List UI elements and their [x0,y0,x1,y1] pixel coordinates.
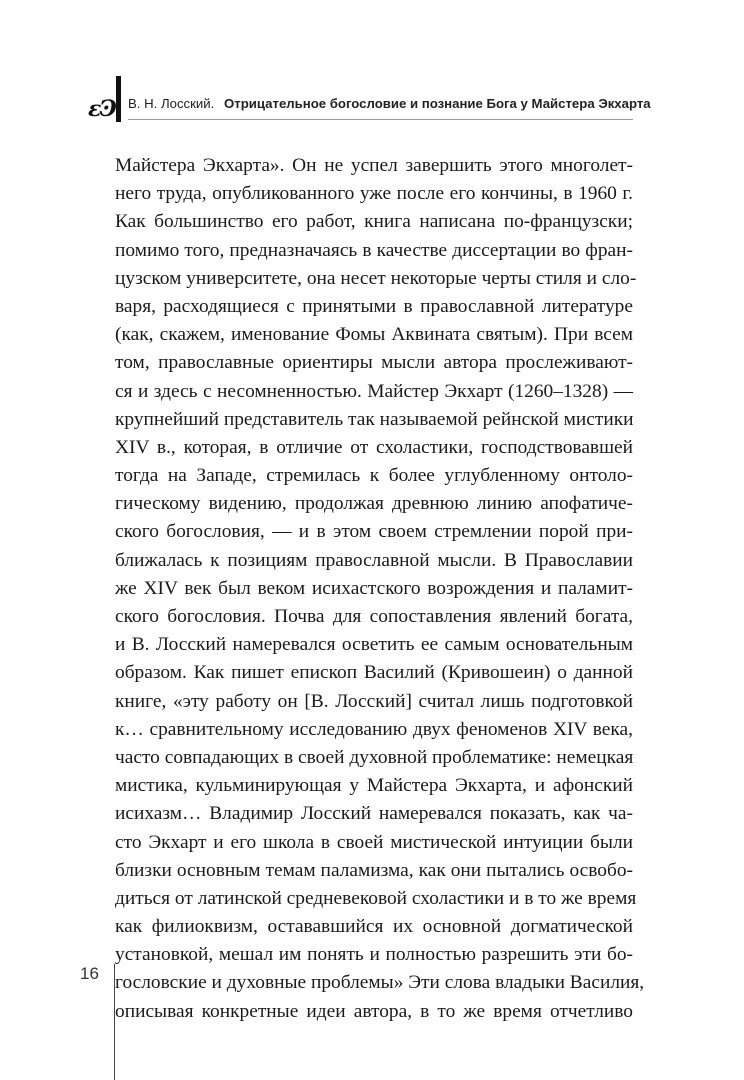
text-line: ского богословия. Почва для сопоставления явлений богата, [115,606,633,627]
text-line: к… сравнительному исследованию двух феноменов XIV века, [115,718,633,740]
text-line: том, православные ориентиры мысли автора прослеживают- [115,352,633,374]
text-line: ского богословия, — и в этом своем стремлении порой при- [115,521,633,543]
text-line: Как большинство его работ, книга написана по-французски; [115,211,633,233]
text-line: варя, расходящиеся с принятыми в православной литературе [115,295,633,317]
text-line: него труда, опубликованного уже после его кончины, в 1960 г. [115,183,633,205]
running-head-text [128,97,651,110]
running-head-title: Отрицательное богословие и познание Бога у Майстера Экхарта [224,96,651,111]
text-line: часто совпадающих в своей духовной проблематике: немецкая [115,746,634,768]
text-line: крупнейший представитель так называемой рейнской мистики [115,408,634,430]
text-line: близки основным темам паламизма, как они пытались освобо- [115,859,633,881]
text-line: XIV в., которая, в отличие от схоластики, господствовавшей [115,436,633,458]
text-line: Майстера Экхарта». Он не успел завершить этого многолет- [115,155,633,176]
text-line: гическому видению, продолжая древнюю линию апофатиче- [115,493,633,515]
margin-rule [114,964,115,1080]
text-line: (как, скажем, именование Фомы Аквината святым). При всем [115,324,633,346]
body-text [115,152,645,1026]
text-line: мистика, кульминирующая у Майстера Экхарта, и афонский [115,775,633,797]
text-line: диться от латинской средневековой схоластики и в то же время [115,887,637,909]
text-line: как филиоквизм, остававшийся их основной догматической [115,916,633,938]
text-line: книге, «эту работу он [В. Лосский] считал лишь подготовкой [115,690,633,712]
text-line: гословские и духовные проблемы» Эти слова владыки Василия, [115,972,645,994]
text-line: же XIV век был веком исихастского возрождения и паламит- [115,577,633,599]
text-line: ся и здесь с несомненностью. Майстер Экхарт (1260–1328) — [115,380,633,402]
header-rule [128,119,633,120]
text-line: цузском университете, она несет некоторые черты стиля и сло- [115,267,637,289]
text-line: помимо того, предназначаясь в качестве диссертации во фран- [115,239,633,261]
text-line: установкой, мешал им понять и полностью разрешить эти бо- [115,944,633,966]
page-number: 16 [80,964,99,983]
running-head [88,76,651,122]
text-line: ближалась к позициям православной мысли. В Православии [115,549,633,571]
running-head-author: В. Н. Лосский. [128,96,215,111]
text-line: исихазм… Владимир Лосский намеревался показать, как ча- [115,803,633,825]
text-line: образом. Как пишет епископ Василий (Кривошеин) о данной [115,662,633,684]
text-line: тогда на Западе, стремилась к более углубленному онтоло- [115,465,633,487]
text-line: и В. Лосский намеревался осветить ее самым основательным [115,634,633,656]
ornament-icon: ɛϿ [88,96,115,122]
header-bar [116,76,121,122]
text-line: описывая конкретные идеи автора, в то же время отчетливо [115,1000,633,1022]
text-line: сто Экхарт и его школа в своей мистической интуиции были [115,831,633,853]
